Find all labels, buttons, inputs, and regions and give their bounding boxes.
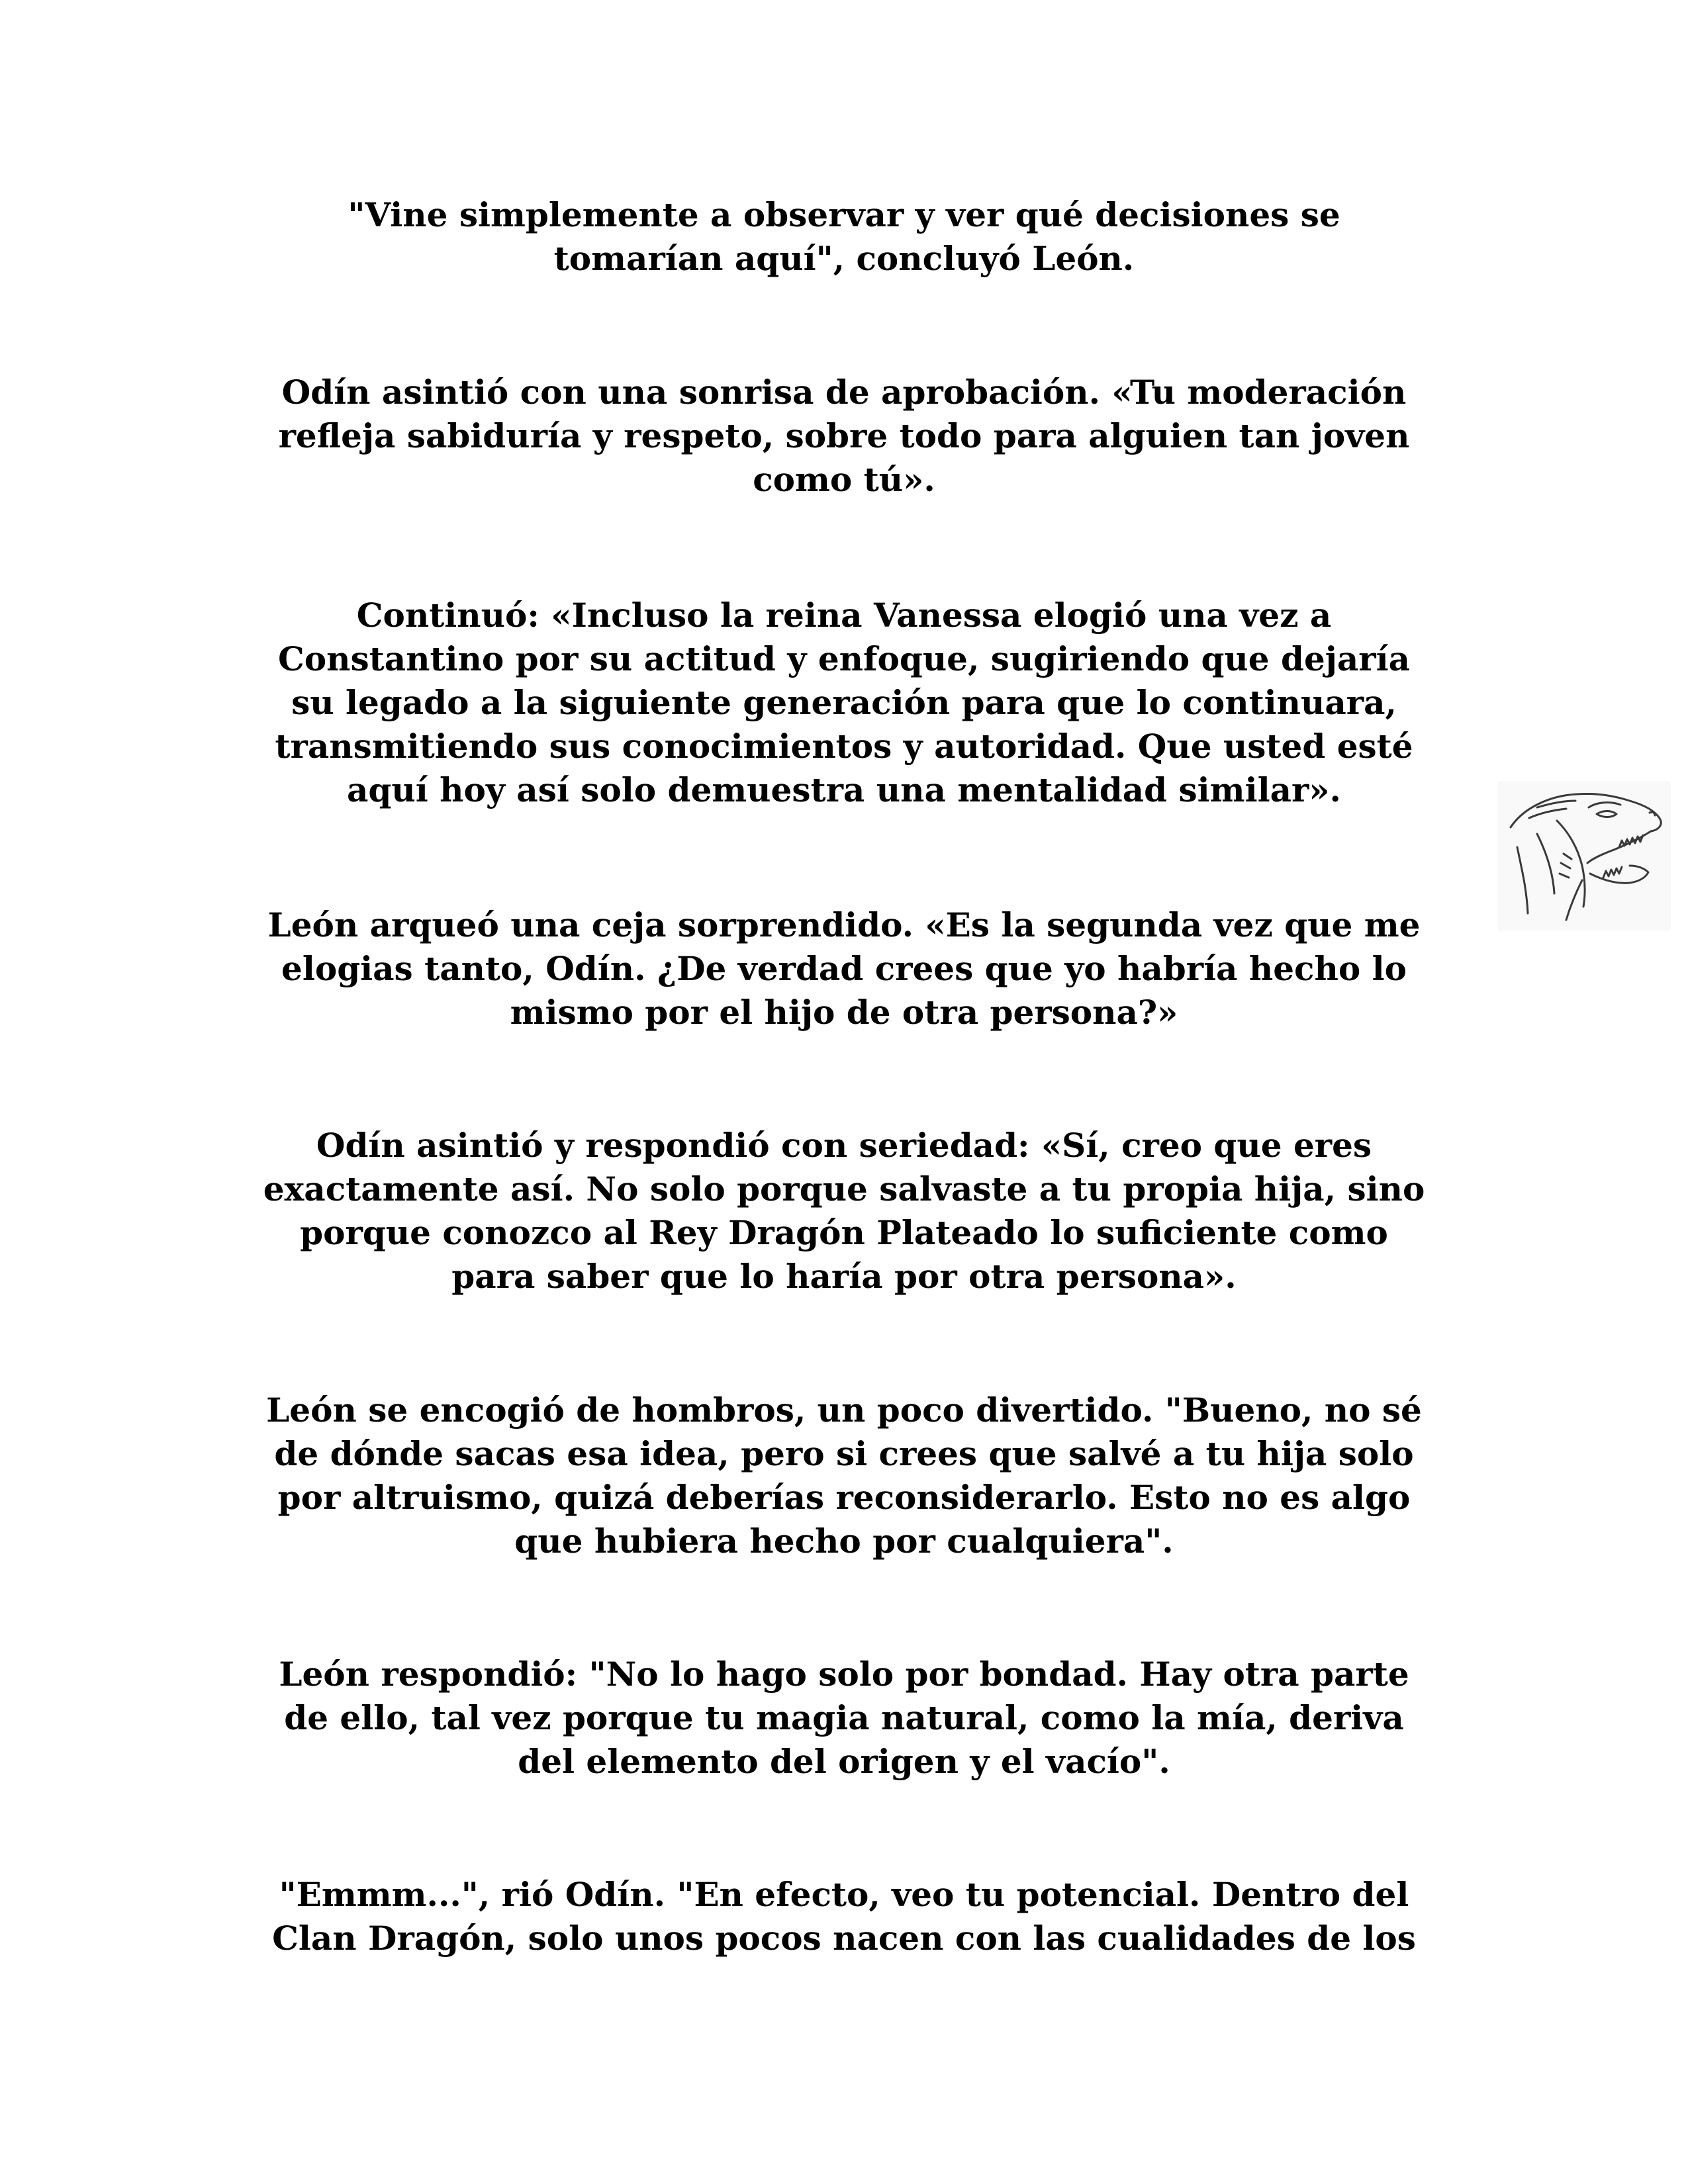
text-line: que hubiera hecho por cualquiera". [514, 1522, 1174, 1561]
text-line: Odín asintió y respondió con seriedad: «Sí, creo que eres [316, 1126, 1372, 1165]
text-line: de ello, tal vez porque tu magia natural, como la mía, deriva [284, 1698, 1404, 1737]
text-line: como tú». [753, 460, 935, 499]
text-line: Odín asintió con una sonrisa de aprobación. «Tu moderación [281, 373, 1407, 412]
text-line: aquí hoy así solo demuestra una mentalidad similar». [347, 770, 1341, 809]
paragraph-4 [199, 903, 1489, 1034]
paragraph-6 [199, 1388, 1489, 1563]
text-line: exactamente así. No solo porque salvaste a tu propia hija, sino [263, 1169, 1425, 1208]
text-line: del elemento del origen y el vacío". [518, 1742, 1170, 1781]
text-line: su legado a la siguiente generación para que lo continuara, [291, 683, 1397, 722]
paragraph-8 [199, 1873, 1489, 1960]
paragraph-1 [199, 193, 1489, 281]
text-line: por altruismo, quizá deberías reconsiderarlo. Esto no es algo [277, 1478, 1411, 1517]
text-line: porque conozco al Rey Dragón Plateado lo suficiente como [300, 1213, 1388, 1252]
paragraph-3 [199, 594, 1489, 812]
text-line: transmitiendo sus conocimientos y autoridad. Que usted esté [275, 727, 1413, 766]
text-line: León arqueó una ceja sorprendido. «Es la segunda vez que me [267, 905, 1421, 944]
text-line: León se encogió de hombros, un poco divertido. "Bueno, no sé [266, 1390, 1422, 1430]
text-line: Clan Dragón, solo unos pocos nacen con las cualidades de los [272, 1919, 1416, 1958]
text-line: elogias tanto, Odín. ¿De verdad crees que yo habría hecho lo [281, 949, 1407, 988]
text-line: León respondió: "No lo hago solo por bondad. Hay otra parte [279, 1655, 1409, 1694]
text-line: tomarían aquí", concluyó León. [553, 239, 1135, 278]
text-line: mismo por el hijo de otra persona?» [510, 993, 1178, 1032]
text-line: para saber que lo haría por otra persona». [451, 1257, 1237, 1296]
text-line: Constantino por su actitud y enfoque, sugiriendo que dejaría [277, 639, 1411, 678]
text-line: Continuó: «Incluso la reina Vanessa elogió una vez a [356, 596, 1332, 635]
text-line: refleja sabiduría y respeto, sobre todo para alguien tan joven [278, 416, 1410, 455]
text-line: "Emmm...", rió Odín. "En efecto, veo tu potencial. Dentro del [279, 1875, 1409, 1914]
paragraph-2 [199, 371, 1489, 502]
text-line: "Vine simplemente a observar y ver qué decisiones se [348, 195, 1340, 234]
paragraph-7 [199, 1653, 1489, 1784]
paragraph-5 [199, 1124, 1489, 1298]
dinosaur-head-icon [1497, 781, 1671, 931]
text-line: de dónde sacas esa idea, pero si crees que salvé a tu hija solo [274, 1434, 1414, 1473]
